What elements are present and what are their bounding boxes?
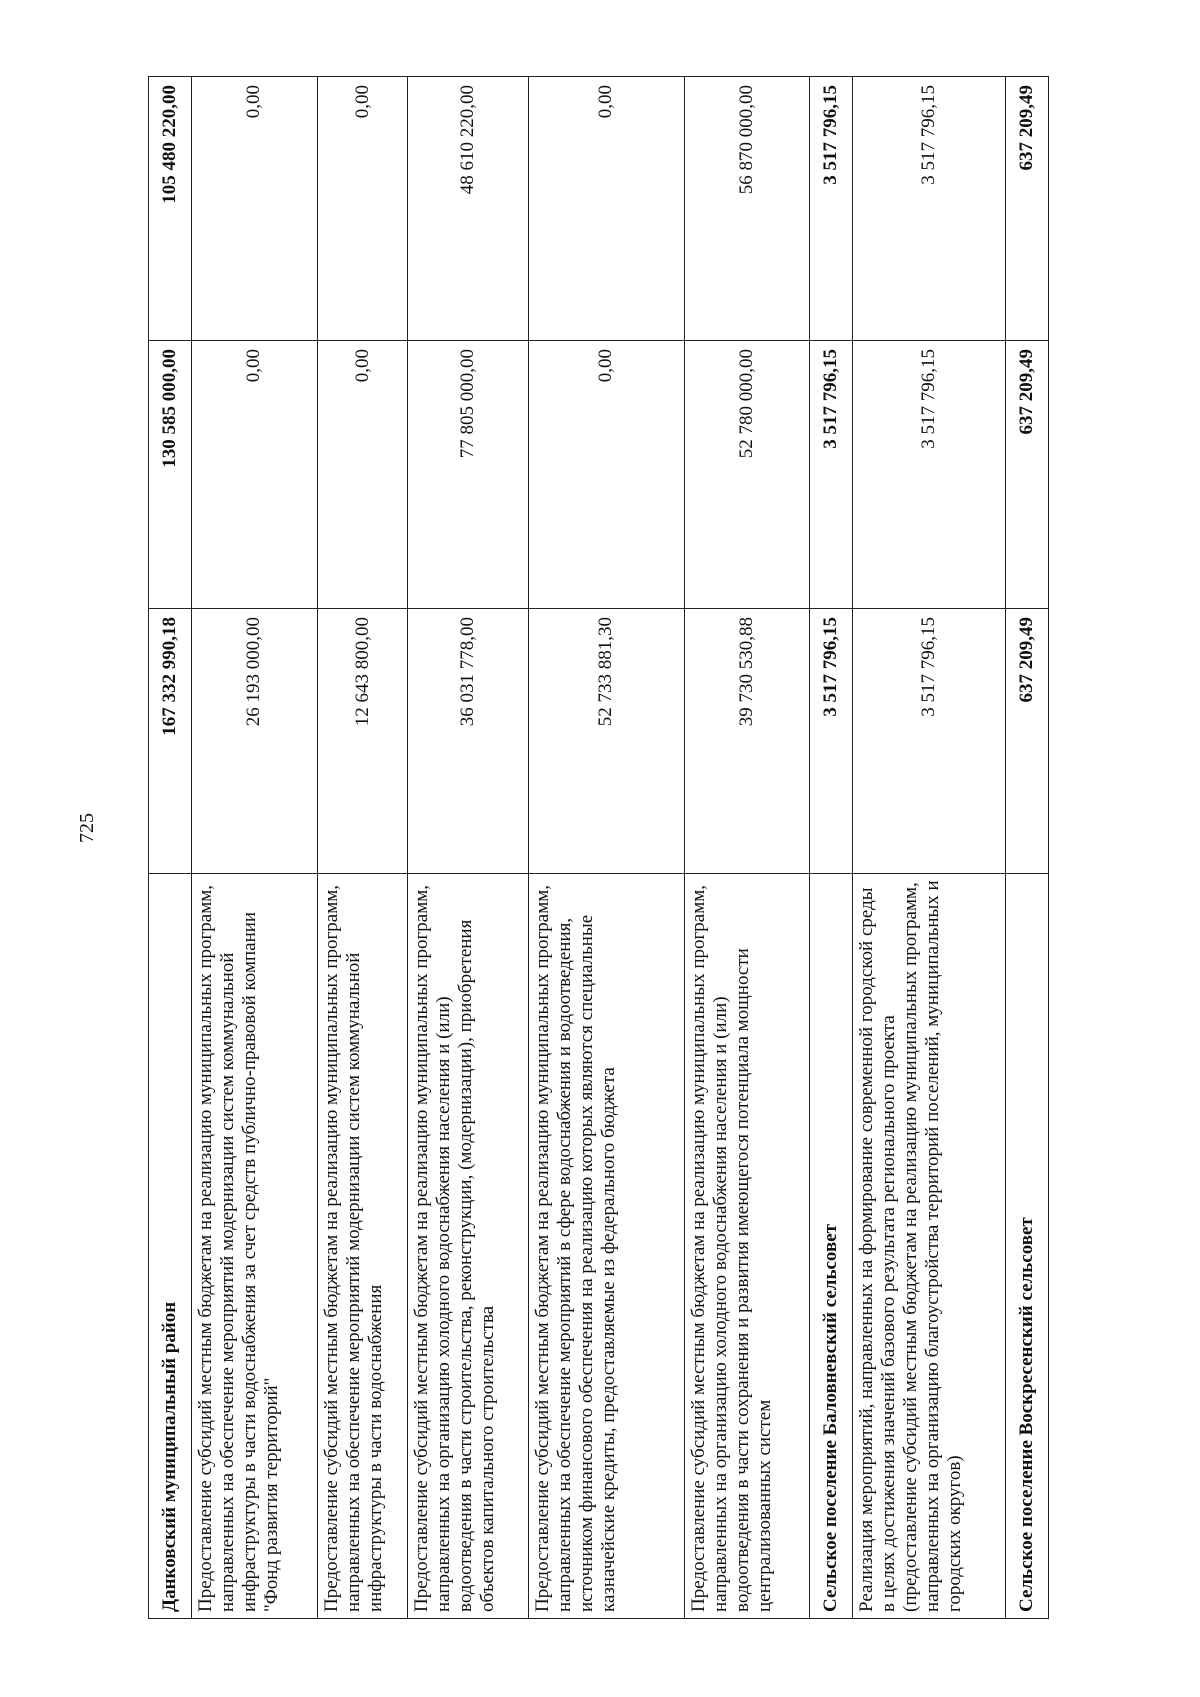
row-name: Предоставление субсидий местным бюджетам на реализацию муниципальных программ, направленных на обеспечение мероприятий модернизации систем коммунальной инфраструктуры в части водоснабжения за счет средств публично-правовой компании "Фонд развития территорий" (191, 874, 317, 1619)
row-value-year2: 637 209,49 (1006, 341, 1049, 609)
page-number: 725 (76, 813, 98, 843)
row-value-year1: 3 517 796,15 (810, 609, 853, 874)
table-row (407, 77, 528, 1619)
row-value-year2: 3 517 796,15 (853, 341, 1006, 609)
table-row (318, 77, 408, 1619)
row-value-year1: 26 193 000,00 (191, 609, 317, 874)
row-value-year3: 3 517 796,15 (853, 77, 1006, 341)
table-row (528, 77, 684, 1619)
row-value-year2: 77 805 000,00 (407, 341, 528, 609)
row-value-year3: 105 480 220,00 (149, 77, 192, 341)
row-value-year2: 130 585 000,00 (149, 341, 192, 609)
row-name: Предоставление субсидий местным бюджетам на реализацию муниципальных программ, направленных на обеспечение мероприятий модернизации систем коммунальной инфраструктуры в части водоснабжения (318, 874, 408, 1619)
row-value-year3: 0,00 (191, 77, 317, 341)
row-name: Предоставление субсидий местным бюджетам на реализацию муниципальных программ, направленных на организацию холодного водоснабжения населения и (или) водоотведения в части сохранения и развития имеющегося потенциала мощности централизованных систем (685, 874, 810, 1619)
row-value-year1: 36 031 778,00 (407, 609, 528, 874)
row-name: Данковский муниципальный район (149, 874, 192, 1619)
table-row (685, 77, 810, 1619)
row-name: Сельское поселение Баловневский сельсовет (810, 874, 853, 1619)
row-name: Предоставление субсидий местным бюджетам на реализацию муниципальных программ, направленных на обеспечение мероприятий в сфере водоснабжения и водоотведения, источником финансового обеспечения на реализацию которых являются специальные казначейские кредиты, предоставляемые из федерального бюджета (528, 874, 684, 1619)
row-value-year3: 0,00 (318, 77, 408, 341)
row-value-year1: 39 730 530,88 (685, 609, 810, 874)
row-value-year2: 0,00 (191, 341, 317, 609)
row-value-year3: 48 610 220,00 (407, 77, 528, 341)
row-value-year2: 3 517 796,15 (810, 341, 853, 609)
row-value-year1: 52 733 881,30 (528, 609, 684, 874)
row-value-year3: 3 517 796,15 (810, 77, 853, 341)
row-value-year3: 56 870 000,00 (685, 77, 810, 341)
row-value-year1: 637 209,49 (1006, 609, 1049, 874)
row-value-year2: 0,00 (528, 341, 684, 609)
row-value-year3: 637 209,49 (1006, 77, 1049, 341)
row-value-year2: 0,00 (318, 341, 408, 609)
row-name: Предоставление субсидий местным бюджетам на реализацию муниципальных программ, направленных на организацию холодного водоснабжения населения и (или) водоотведения в части строительства, реконструкции, (модернизации), приобретения объектов капитального строительства (407, 874, 528, 1619)
budget-table-container (148, 77, 1049, 1619)
table-row-total (149, 77, 192, 1619)
row-name: Сельское поселение Воскресенский сельсовет (1006, 874, 1049, 1619)
row-value-year3: 0,00 (528, 77, 684, 341)
table-row-total (1006, 77, 1049, 1619)
row-value-year1: 12 643 800,00 (318, 609, 408, 874)
row-value-year2: 52 780 000,00 (685, 341, 810, 609)
row-value-year1: 167 332 990,18 (149, 609, 192, 874)
table-row-total (810, 77, 853, 1619)
table-row (191, 77, 317, 1619)
table-row (853, 77, 1006, 1619)
row-value-year1: 3 517 796,15 (853, 609, 1006, 874)
row-name: Реализация мероприятий, направленных на формирование современной городской среды в целях достижения значений базового результата регионального проекта (предоставление субсидий местным бюджетам на реализацию муниципальных программ, направленных на организацию благоустройства территорий поселений, муниципальных и городских округов) (853, 874, 1006, 1619)
budget-table (148, 76, 1049, 1619)
